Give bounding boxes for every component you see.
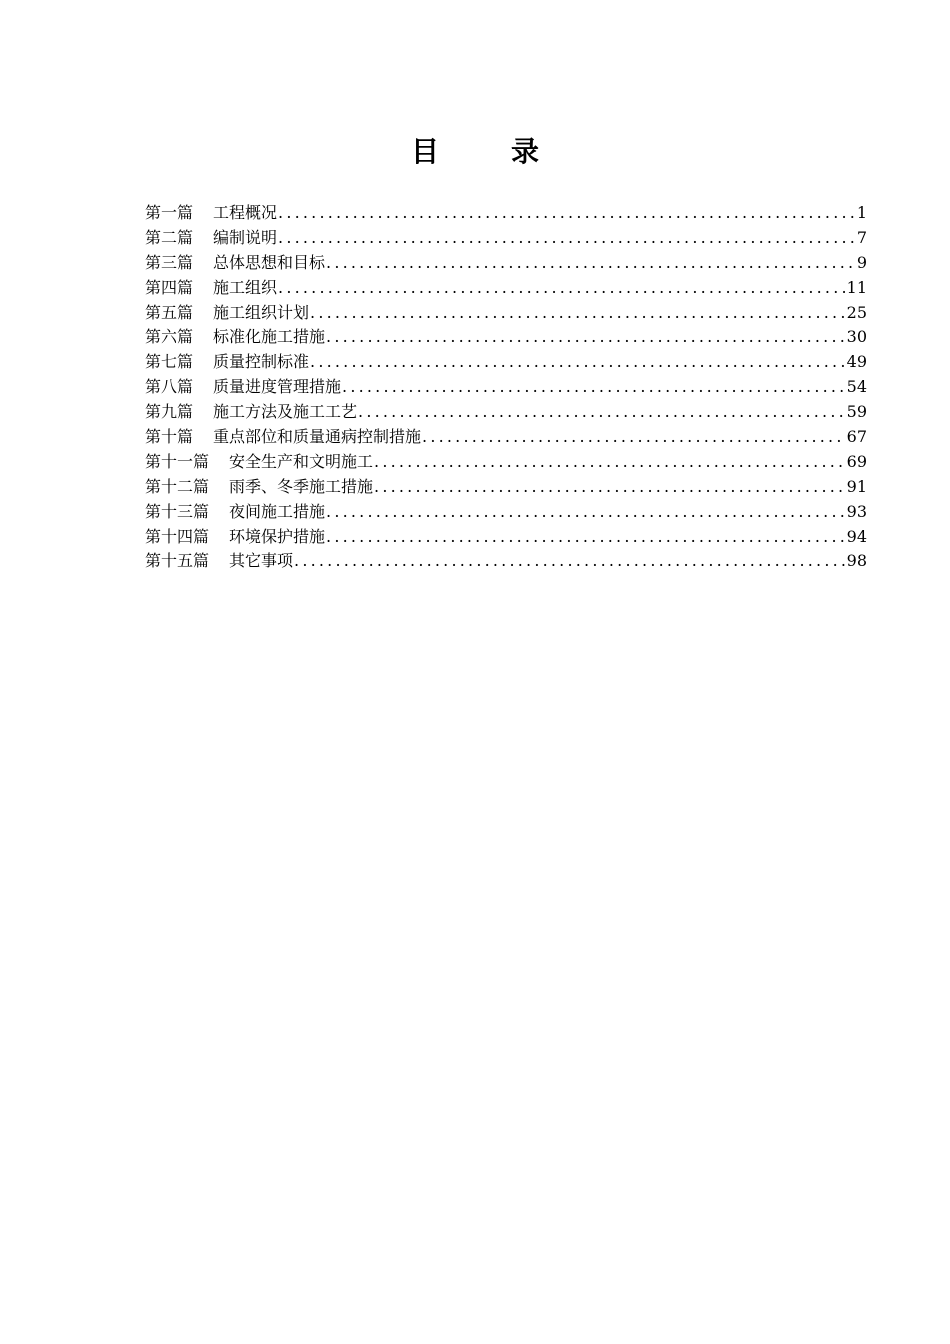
toc-entry-label: 第四篇: [145, 277, 194, 297]
toc-entry[interactable]: [145, 375, 867, 400]
toc-entry-label: 第六篇: [145, 327, 194, 347]
toc-dot-leader: [294, 549, 845, 574]
toc-entry-page: 67: [846, 427, 867, 447]
toc-entry-text: 夜间施工措施: [229, 501, 326, 521]
toc-entry[interactable]: [145, 350, 867, 375]
toc-entry-page: 91: [846, 476, 867, 496]
table-of-contents: [145, 201, 867, 574]
toc-entry-label: 第一篇: [145, 203, 194, 222]
toc-entry-label: 第三篇: [145, 252, 194, 272]
toc-dot-leader: [374, 450, 845, 475]
toc-dot-leader: [310, 301, 845, 326]
toc-entry-text: 质量进度管理措施: [213, 377, 342, 397]
toc-entry[interactable]: [145, 301, 867, 326]
toc-entry[interactable]: [145, 325, 867, 350]
toc-entry-label: 第十三篇: [145, 501, 210, 521]
toc-entry-label: 第十一篇: [145, 451, 210, 471]
toc-entry-page: 1: [856, 203, 867, 222]
toc-entry-page: 94: [846, 526, 867, 546]
toc-dot-leader: [278, 201, 855, 226]
toc-entry-page: 69: [846, 451, 867, 471]
toc-entry[interactable]: [145, 226, 867, 251]
toc-entry-page: 54: [846, 377, 867, 397]
toc-dot-leader: [326, 525, 845, 550]
toc-entry[interactable]: [145, 525, 867, 550]
toc-entry-text: 工程概况: [213, 203, 278, 222]
toc-entry-page: 9: [856, 252, 867, 272]
toc-entry-text: 标准化施工措施: [213, 327, 326, 347]
toc-entry-text: 重点部位和质量通病控制措施: [213, 427, 422, 447]
toc-entry-page: 49: [846, 352, 867, 372]
toc-entry[interactable]: [145, 425, 867, 450]
toc-dot-leader: [342, 375, 845, 400]
toc-entry[interactable]: [145, 276, 867, 301]
toc-entry[interactable]: [145, 500, 867, 525]
toc-entry[interactable]: [145, 549, 867, 574]
toc-entry-text: 质量控制标准: [213, 352, 310, 372]
toc-entry[interactable]: [145, 400, 867, 425]
toc-entry-label: 第七篇: [145, 352, 194, 372]
toc-entry-text: 雨季、冬季施工措施: [229, 476, 374, 496]
toc-entry-text: 施工方法及施工工艺: [213, 402, 358, 422]
toc-entry[interactable]: [145, 475, 867, 500]
toc-entry-text: 其它事项: [229, 551, 294, 571]
toc-entry-page: 7: [856, 227, 867, 247]
page-title: 目 录: [410, 135, 561, 168]
toc-dot-leader: [278, 226, 855, 251]
toc-entry-page: 59: [846, 402, 867, 422]
toc-entry-page: 30: [846, 327, 867, 347]
toc-entry-label: 第五篇: [145, 302, 194, 322]
toc-dot-leader: [358, 400, 845, 425]
toc-entry-page: 93: [846, 501, 867, 521]
toc-entry[interactable]: [145, 201, 867, 226]
toc-dot-leader: [310, 350, 845, 375]
toc-entry-label: 第十四篇: [145, 526, 210, 546]
toc-dot-leader: [326, 251, 855, 276]
toc-entry-text: 编制说明: [213, 227, 278, 247]
toc-dot-leader: [278, 276, 845, 301]
toc-entry-text: 总体思想和目标: [213, 252, 326, 272]
toc-entry-label: 第八篇: [145, 377, 194, 397]
toc-entry-text: 施工组织: [213, 277, 278, 297]
toc-entry-page: 98: [846, 551, 867, 571]
toc-dot-leader: [422, 425, 845, 450]
toc-entry-page: 11: [846, 277, 867, 297]
toc-entry-text: 施工组织计划: [213, 302, 310, 322]
toc-dot-leader: [326, 500, 845, 525]
toc-entry-label: 第九篇: [145, 402, 194, 422]
toc-entry[interactable]: [145, 450, 867, 475]
toc-entry-label: 第十篇: [145, 427, 194, 447]
toc-entry-label: 第十五篇: [145, 551, 210, 571]
toc-entry-label: 第十二篇: [145, 476, 210, 496]
toc-entry-page: 25: [846, 302, 867, 322]
toc-entry[interactable]: [145, 251, 867, 276]
toc-entry-text: 安全生产和文明施工: [229, 451, 374, 471]
toc-entry-text: 环境保护措施: [229, 526, 326, 546]
toc-entry-label: 第二篇: [145, 227, 194, 247]
toc-dot-leader: [326, 325, 845, 350]
toc-dot-leader: [374, 475, 845, 500]
